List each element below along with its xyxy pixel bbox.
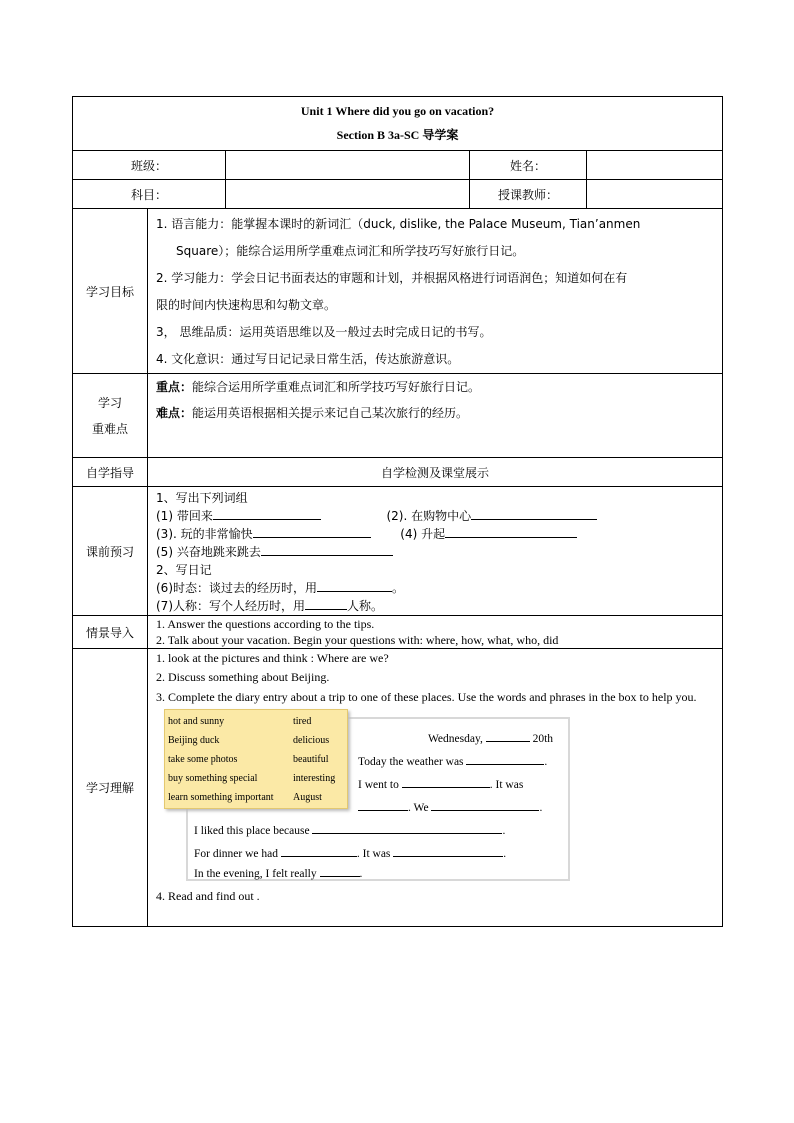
- answer-blank[interactable]: [402, 775, 490, 788]
- teacher-field[interactable]: [587, 180, 723, 209]
- worksheet: [72, 96, 722, 927]
- preview-heading-2: 2、写日记: [156, 563, 212, 577]
- preview-item-5: (5) 兴奋地跳来跳去: [156, 545, 261, 559]
- title-line-1: Unit 1 Where did you go on vacation?: [300, 104, 495, 118]
- preview-item-6-end: 。: [392, 581, 405, 595]
- word-item: tired: [293, 716, 312, 727]
- word-item: Beijing duck: [168, 735, 220, 746]
- answer-blank[interactable]: [305, 597, 347, 610]
- word-item: hot and sunny: [168, 716, 225, 727]
- word-item: learn something important: [168, 792, 274, 803]
- difficulty-label: 难点：: [156, 406, 193, 420]
- key-points-content: [148, 374, 723, 458]
- goal-line: 限的时间内快速构思和勾勒文章。: [156, 298, 337, 312]
- name-field[interactable]: [587, 151, 723, 180]
- understand-line-1: 1. look at the pictures and think : Where are we?: [156, 651, 389, 665]
- preview-item-1: (1) 带回来: [156, 509, 213, 523]
- diary-illustration: [156, 707, 718, 885]
- answer-blank[interactable]: [486, 729, 530, 742]
- goal-line: 4. 文化意识：通过写日记记录日常生活，传达旅游意识。: [156, 352, 460, 366]
- word-item: August: [293, 792, 322, 803]
- goal-line: Square）；能综合运用所学重难点词汇和所学技巧写好旅行日记。: [176, 244, 525, 258]
- diary-line-went: I went to . It was: [358, 775, 523, 791]
- goals-label: 学习目标: [73, 209, 148, 374]
- diary-line-weather: Today the weather was .: [358, 752, 547, 768]
- understand-label: 学习理解: [73, 649, 148, 927]
- key-points-label-line2: 重难点: [91, 421, 128, 436]
- intro-line-1: 1. Answer the questions according to the tips.: [156, 617, 375, 631]
- answer-blank[interactable]: [261, 543, 393, 556]
- diary-line-dinner: For dinner we had . It was .: [194, 844, 506, 860]
- word-item: delicious: [293, 735, 330, 746]
- key-text: 能综合运用所学重难点词汇和所学技巧写好旅行日记。: [192, 380, 481, 394]
- understand-line-3: 3. Complete the diary entry about a trip to one of these places. Use the words and phrases in the box to help you.: [156, 690, 697, 704]
- answer-blank[interactable]: [281, 844, 357, 857]
- goals-content: [148, 209, 723, 374]
- key-points-label: [73, 374, 148, 458]
- title-line-2: Section B 3a-SC 导学案: [336, 128, 459, 142]
- preview-row-3: [156, 543, 718, 561]
- preview-item-6: (6)时态：谈过去的经历时，用: [156, 581, 317, 595]
- answer-blank[interactable]: [466, 752, 544, 765]
- word-item: beautiful: [293, 754, 329, 765]
- goal-line: 2. 学习能力：学会日记书面表达的审题和计划，并根据风格进行词语润色；知道如何在有: [156, 271, 628, 285]
- diary-line-we: . We .: [358, 798, 542, 814]
- goal-line: 1. 语言能力：能掌握本课时的新词汇（duck, dislike, the Palace Museum, Tian’anmen: [156, 217, 641, 231]
- answer-blank[interactable]: [213, 507, 321, 520]
- preview-row-1: [156, 507, 718, 525]
- preview-item-7-end: 人称。: [347, 599, 384, 613]
- intro-line-2: 2. Talk about your vacation. Begin your questions with: where, how, what, who, did: [156, 633, 559, 647]
- diary-date: Wednesday, 20th: [428, 729, 553, 745]
- understand-line-2: 2. Discuss something about Beijing.: [156, 670, 330, 684]
- intro-content: [148, 616, 723, 649]
- intro-label: 情景导入: [73, 616, 148, 649]
- preview-label: 课前预习: [73, 487, 148, 616]
- goal-line: 3， 思维品质：运用英语思维以及一般过去时完成日记的书写。: [156, 325, 492, 339]
- answer-blank[interactable]: [445, 525, 577, 538]
- worksheet-table: [72, 96, 723, 927]
- understand-line-4: 4. Read and find out .: [156, 889, 260, 903]
- preview-item-7: (7)人称：写个人经历时，用: [156, 599, 305, 613]
- difficulty-text: 能运用英语根据相关提示来记自己某次旅行的经历。: [192, 406, 469, 420]
- word-item: interesting: [293, 773, 336, 784]
- word-box: [164, 709, 348, 809]
- name-label: 姓名：: [470, 151, 587, 180]
- answer-blank[interactable]: [317, 579, 392, 592]
- answer-blank[interactable]: [393, 844, 503, 857]
- answer-blank[interactable]: [471, 507, 597, 520]
- title-cell: [73, 97, 723, 151]
- answer-blank[interactable]: [253, 525, 371, 538]
- answer-blank[interactable]: [320, 864, 360, 877]
- class-label: 班级：: [73, 151, 226, 180]
- word-item: take some photos: [168, 754, 238, 765]
- subject-label: 科目：: [73, 180, 226, 209]
- answer-blank[interactable]: [431, 798, 539, 811]
- key-points-label-line1: 学习: [97, 395, 122, 410]
- guide-label: 自学指导: [73, 458, 148, 487]
- preview-row-2: [156, 525, 718, 543]
- preview-item-2: (2). 在购物中心: [386, 509, 472, 523]
- preview-row-7: [156, 597, 718, 615]
- preview-item-3: (3). 玩的非常愉快: [156, 527, 253, 541]
- preview-item-4: (4) 升起: [400, 527, 446, 541]
- diary-line-evening: In the evening, I felt really .: [194, 864, 362, 880]
- preview-row-6: [156, 579, 718, 597]
- understand-content: [148, 649, 723, 927]
- preview-heading-1: 1、写出下列词组: [156, 491, 248, 505]
- answer-blank[interactable]: [358, 798, 408, 811]
- class-field[interactable]: [226, 151, 470, 180]
- diary-line-liked: I liked this place because .: [194, 821, 505, 837]
- answer-blank[interactable]: [312, 821, 502, 834]
- word-item: buy something special: [168, 773, 258, 784]
- subject-field[interactable]: [226, 180, 470, 209]
- key-label: 重点：: [156, 380, 193, 394]
- guide-content: 自学检测及课堂展示: [148, 458, 723, 487]
- preview-content: [148, 487, 723, 616]
- teacher-label: 授课教师：: [470, 180, 587, 209]
